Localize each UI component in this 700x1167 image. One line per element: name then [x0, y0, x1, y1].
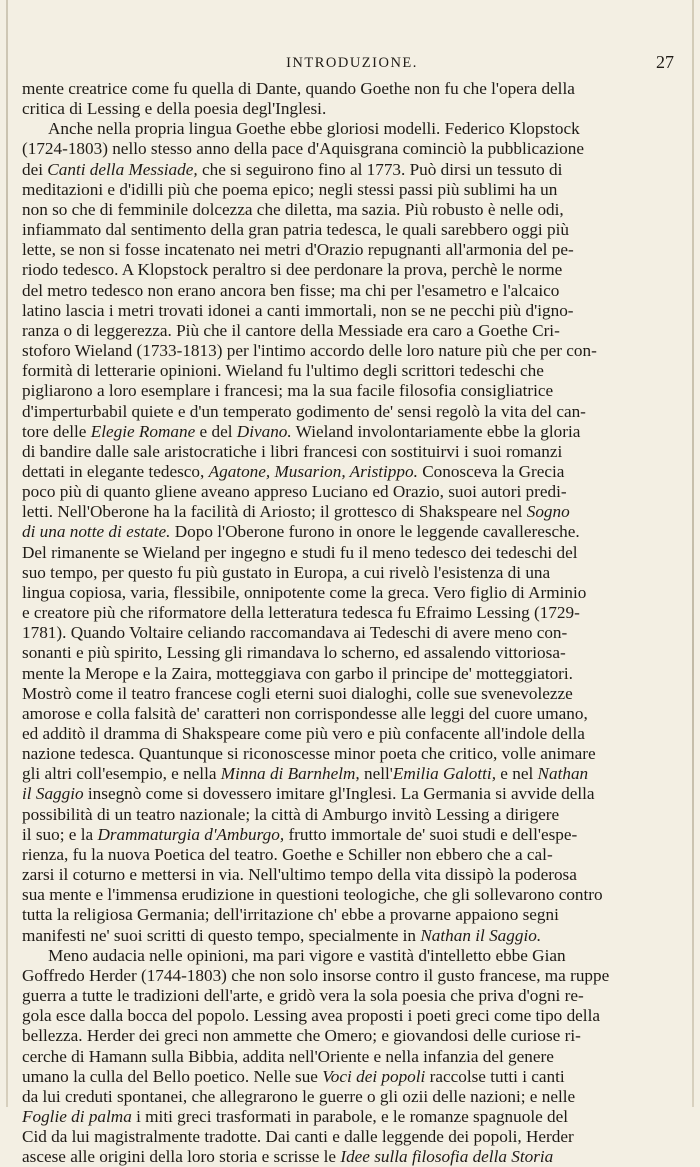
text-line: 1781). Quando Voltaire celiando raccomandava ai Tedeschi di avere meno con-	[22, 623, 568, 643]
text-line: pigliarono a loro esemplare i francesi; ma la sua facile filosofia consigliatrice	[22, 381, 554, 401]
text-line: e creatore più che riformatore della letteratura tedesca fu Efraimo Lessing (1729-	[22, 603, 580, 623]
text-line: Mostrò come il teatro francese cogli eterni suoi dialoghi, colle sue svenevolezze	[22, 683, 573, 703]
text-line: Meno audacia nelle opinioni, ma pari vigore e vastità d'intelletto ebbe Gian	[48, 945, 566, 965]
text-line: gola esce dalla bocca del popolo. Lessing avea proposti i poeti greci come tipo della	[22, 1006, 600, 1026]
page-edge-right	[692, 0, 694, 1107]
text-line: lingua copiosa, varia, flessibile, onnipotente come la greca. Vero figlio di Arminio	[22, 582, 587, 602]
text-line: lette, se non si fosse incatenato nei metri d'Orazio repugnanti all'armonia del pe-	[22, 240, 574, 260]
text-line: stoforo Wieland (1733-1813) per l'intimo accordo delle loro nature più che per con-	[22, 341, 597, 361]
text-line: possibilità di un teatro nazionale; la città di Amburgo invitò Lessing a dirigere	[22, 804, 560, 824]
text-line: ascese alle origini della loro storia e scrisse le Idee sulla filosofia della Storia	[22, 1147, 554, 1167]
text-line: del metro tedesco non erano ancora ben fisse; ma chi per l'esametro e l'alcaico	[22, 280, 560, 300]
text-line: di una notte di estate. Dopo l'Oberone furono in onore le leggende cavalleresche.	[22, 522, 580, 542]
text-line: nazione tedesca. Quantunque si riconoscesse minor poeta che critico, volle animare	[22, 744, 596, 764]
text-line: mente la Merope e la Zaira, motteggiava con garbo il principe de' motteggiatori.	[22, 663, 573, 683]
text-line: mente creatrice come fu quella di Dante, quando Goethe non fu che l'opera della	[22, 79, 575, 98]
text-line: rienza, fu la nuova Poetica del teatro. Goethe e Schiller non ebbero che a cal-	[22, 844, 553, 864]
text-line: non so che di femminile dolcezza che diletta, ma sazia. Più robusto è nelle odi,	[22, 199, 564, 219]
text-line: sonanti e più spirito, Lessing gli rimandava lo scherno, ed assalendo vittoriosa-	[22, 643, 566, 663]
text-line: sua mente e l'immensa erudizione in questioni teologiche, che gli sollevarono contro	[22, 885, 603, 905]
text-line: poco più di quanto gliene aveano appreso Luciano ed Orazio, suoi autori predi-	[22, 482, 567, 502]
text-line: latino lascia i metri trovati idonei a canti immortali, non se ne pecchi più d'igno-	[22, 300, 574, 320]
text-line: tore delle Elegie Romane e del Divano. Wieland involontariamente ebbe la gloria	[22, 421, 581, 441]
text-line: d'imperturbabil quiete e d'un temperato godimento de' sensi regolò la vita del can-	[22, 401, 586, 421]
text-line: guerra a tutte le tradizioni dell'arte, e gridò vera la sola poesia che priva d'ogni re-	[22, 986, 584, 1006]
text-line: ed additò il dramma di Shakspeare come più vero e più confacente all'indole della	[22, 724, 585, 743]
text-line: cerche di Hamann sulla Bibbia, addita nell'Oriente e nella infanzia del genere	[22, 1046, 554, 1066]
text-line: critica di Lessing e della poesia degl'Inglesi.	[22, 99, 327, 119]
text-line: Foglie di palma i miti greci trasformati in parabole, e le romanze spagnuole del	[22, 1106, 569, 1126]
text-line: bellezza. Herder dei greci non ammette che Omero; e giovandosi delle curiose ri-	[22, 1026, 581, 1046]
text-line: umano la culla del Bello poetico. Nelle sue Voci dei popoli raccolse tutti i canti	[22, 1066, 565, 1086]
text-line: Goffredo Herder (1744-1803) che non solo insorse contro il gusto francese, ma ruppe	[22, 965, 610, 985]
text-line: zarsi il coturno e mettersi in via. Nell'ultimo tempo della vita dissipò la poderosa	[22, 865, 577, 885]
text-line: amorose e colla falsità de' caratteri non corrispondesse alle leggi del cuore umano,	[22, 703, 588, 723]
page-edge-left	[6, 0, 8, 1107]
text-line: formità di letterarie opinioni. Wieland fu l'ultimo degli scrittori tedeschi che	[22, 361, 544, 381]
text-line: Anche nella propria lingua Goethe ebbe gloriosi modelli. Federico Klopstock	[48, 119, 580, 139]
text-line: gli altri coll'esempio, e nella Minna di Barnhelm, nell'Emilia Galotti, e nel Nathan	[22, 764, 589, 784]
text-line: dei Canti della Messiade, che si seguirono fino al 1773. Può dirsi un tessuto di	[22, 159, 563, 179]
text-line: riodo tedesco. A Klopstock peraltro si dee perdonare la prova, perchè le norme	[22, 260, 563, 280]
text-line: ranza o di leggerezza. Più che il cantore della Messiade era caro a Goethe Cri-	[22, 320, 560, 340]
running-title: INTRODUZIONE.	[286, 55, 418, 71]
text-line: dettati in elegante tedesco, Agatone, Musarion, Aristippo. Conosceva la Grecia	[22, 461, 565, 481]
text-line: manifesti ne' suoi scritti di questo tempo, specialmente in Nathan il Saggio.	[22, 925, 542, 945]
text-line: di bandire dalle sale aristocratiche i libri francesi con sostituirvi i suoi romanzi	[22, 441, 563, 461]
text-line: il Saggio insegnò come si dovessero imitare gl'Inglesi. La Germania si avvide della	[22, 784, 595, 804]
text-line: infiammato dal sentimento della gran patria tedesca, le quali sarebbero oggi più	[22, 220, 569, 240]
text-line: letti. Nell'Oberone ha la facilità di Ariosto; il grottesco di Shakspeare nel Sogno	[22, 502, 570, 522]
text-line: il suo; e la Drammaturgia d'Amburgo, frutto immortale de' suoi studi e dell'espe-	[22, 824, 578, 844]
page-header	[22, 52, 682, 74]
text-line: tutta la religiosa Germania; dell'irritazione ch' ebbe a provarne appaiono segni	[22, 905, 559, 925]
text-line: (1724-1803) nello stesso anno della pace d'Aquisgrana cominciò la pubblicazione	[22, 139, 585, 159]
text-line: da lui creduti spontanei, che allegrarono le guerre o gli ozii delle nazioni; e nelle	[22, 1086, 576, 1106]
text-line: meditazioni e d'idilli più che poema epico; negli stessi passi più sublimi ha un	[22, 179, 558, 199]
page-number: 27	[656, 52, 674, 72]
text-line: Cid da lui magistralmente tradotte. Dai canti e dalle leggende dei popoli, Herder	[22, 1127, 574, 1147]
text-line: Del rimanente se Wieland per ingegno e studi fu il meno tedesco dei tedeschi del	[22, 542, 578, 562]
body-text	[22, 79, 683, 1167]
text-line: suo tempo, per questo fu più gustato in Europa, a cui rivelò l'esistenza di una	[22, 562, 551, 582]
